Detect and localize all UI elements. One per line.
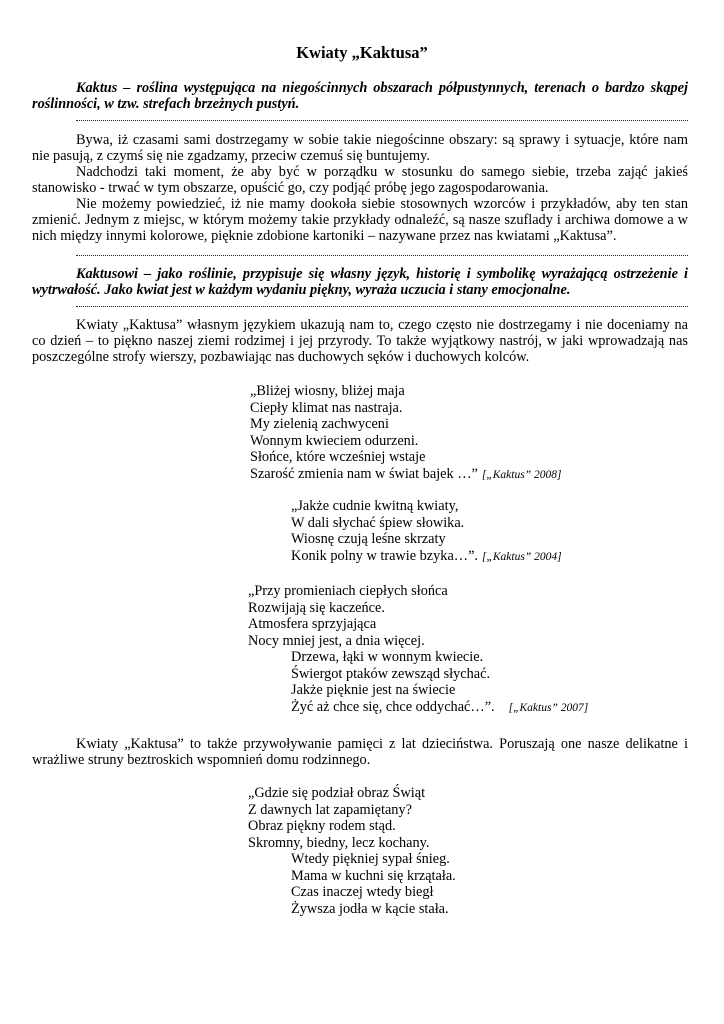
poem-line: Ciepły klimat nas nastraja. [250,399,403,416]
paragraph: Kwiaty „Kaktusa” to także przywoływanie pamięci z lat dzieciństwa. Poruszają one nasze delikatne i wrażliwe struny beztroskich wspomnień domu rodzinnego. [32,736,688,768]
poem-line: „Bliżej wiosny, bliżej maja [250,383,405,399]
poem-line: Jakże pięknie jest na świecie [291,682,456,698]
poem-line: „Jakże cudnie kwitną kwiaty, [291,498,459,514]
poem-line: W dali słychać śpiew słowika. [291,514,465,531]
page-title: Kwiaty „Kaktusa” [296,43,428,62]
poem-1 [250,383,561,482]
poem-line: Nocy mniej jest, a dnia więcej. [248,632,425,649]
paragraph: Nadchodzi taki moment, że aby być w porządku w stosunku do samego siebie, trzeba zająć jakieś stanowisko - trwać w tym obszarze, opuścić go, czy podjąć próbę jego zagospodarowania. [32,164,688,196]
poem-line: „Przy promieniach ciepłych słońca [248,583,448,599]
poem-line: Wiosnę czują leśne skrzaty [291,531,446,547]
poem-source: [„Kaktus” 2004] [482,550,562,563]
poem-line: Słońce, które wcześniej wstaje [250,449,426,465]
poem-line: My zielenią zachwyceni [250,416,389,432]
intro-definition: Kaktus – roślina występująca na niegościnnych obszarach półpustynnych, terenach o bardzo skąpej roślinności, w tzw. strefach brzeżnych pustyń. [32,80,688,112]
poem-2 [291,498,562,564]
paragraph: Nie możemy powiedzieć, iż nie mamy dookoła siebie stosownych wzorców i przykładów, aby ten stan zmienić. Jednym z miejsc, w którym możemy takie przykłady odnaleźć, są nasze szuflady i archiwa domowe a w nich między innymi kolorowe, pięknie zdobione kartoniki – nazywane przez nas kwiatami „Kaktusa”. [32,196,688,244]
dotted-divider [76,247,688,256]
poem-source: [„Kaktus” 2007] [508,701,589,714]
poem-line: Z dawnych lat zapamiętany? [248,801,412,818]
poem-line: Wtedy piękniej sypał śnieg. [291,851,450,867]
poem-line: Czas inaczej wtedy biegł [291,884,434,900]
poem-line: Skromny, biedny, lecz kochany. [248,834,430,851]
poem-line: Świergot ptaków zewsząd słychać. [291,665,491,682]
poem-line: Rozwijają się kaczeńce. [248,599,385,616]
poem-3 [248,583,588,715]
poem-line: Szarość zmienia nam w świat bajek …” [250,465,478,482]
poem-source: [„Kaktus” 2008] [481,468,562,481]
poem-line: „Gdzie się podział obraz Świąt [248,785,426,801]
paragraph: Bywa, iż czasami sami dostrzegamy w sobie takie niegościnne obszary: są sprawy i sytuacje, które nam nie pasują, z czymś się nie zgadzamy, przeciw czemuś się buntujemy. [32,132,688,164]
dotted-divider [76,298,688,307]
poem-line: Obraz piękny rodem stąd. [248,818,396,834]
intro-paragraphs [32,132,688,244]
poem-line: Żywsza jodła w kącie stała. [291,900,449,917]
symbolism-statement: Kaktusowi – jako roślinie, przypisuje się własny język, historię i symbolikę wyrażającą ostrzeżenie i wytrwałość. Jako kwiat jest w każdym wydaniu piękny, wyraża uczucia i stany emocjonalne. [32,266,688,298]
dotted-divider [76,112,688,121]
poem-line: Drzewa, łąki w wonnym kwiecie. [291,649,484,665]
paragraph: Kwiaty „Kaktusa” własnym językiem ukazują nam to, czego często nie dostrzegamy i nie doceniamy na co dzień – to piękno naszej ziemi rodzimej i jej przyrody. To także wyjątkowy nastrój, w jaki wprowadzają nas poszczególne strofy wierszy, pozbawiając nas duchowych sęków i duchowych kolców. [32,317,688,365]
poem-line: Atmosfera sprzyjająca [248,616,377,632]
poem-line: Żyć aż chce się, chce oddychać…”. [291,698,495,715]
poem-line: Konik polny w trawie bzyka…”. [291,547,479,564]
poem-4 [248,785,456,917]
poem-line: Wonnym kwieciem odurzeni. [250,432,419,449]
poem-line: Mama w kuchni się krzątała. [291,867,456,884]
